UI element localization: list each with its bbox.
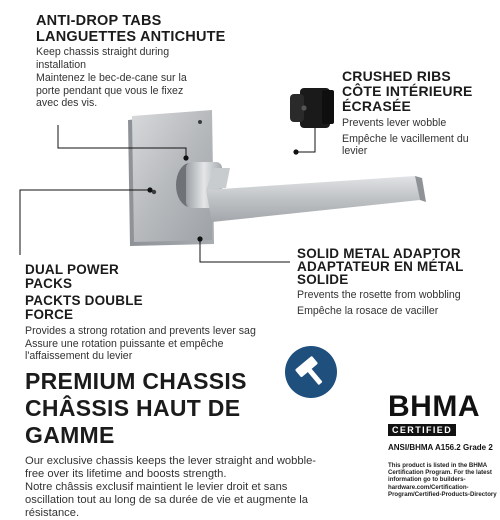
premium-desc-fr: Notre châssis exclusif maintient le levier droit et sans oscillation tout au long de sa durée de vie et augmente la résistance. [25,481,308,519]
premium-title-en: PREMIUM CHASSIS [25,368,247,394]
dual-power-title-en: DUAL POWER PACKS [25,262,120,291]
plate-hole [198,120,202,124]
bhma-certification [388,390,498,498]
dual-power-desc-en: Provides a strong rotation and prevents lever sag [25,325,256,337]
bhma-grade: ANSI/BHMA A156.2 Grade 2 [388,443,493,452]
crushed-ribs-callout [342,69,492,158]
crushed-ribs-insert [290,88,334,128]
dual-power-desc-fr: Assure une rotation puissante et empêche l'affaissement du levier [25,337,224,363]
adaptor-desc-fr: Empêche la rosace de vaciller [297,304,439,317]
anti-drop-desc-en: Keep chassis straight during installation [36,46,170,71]
adaptor-title-fr: ADAPTATEUR EN MÉTAL SOLIDE [297,259,464,287]
crushed-ribs-desc-en: Prevents lever wobble [342,117,447,129]
adaptor-desc-en: Prevents the rosette from wobbling [297,289,461,301]
dual-power-packs-callout [25,263,295,363]
bhma-certified-label: CERTIFIED [388,424,456,436]
bhma-note: This product is listed in the BHMA Certification Program. For the latest information go to buildershardware.com/Certification-Program/Certified-Products-Directory [388,462,497,498]
bhma-logo: BHMA [388,390,480,423]
crushed-ribs-title-fr: CÔTE INTÉRIEURE ÉCRASÉE [342,83,473,114]
crushed-ribs-title-en: CRUSHED RIBS [342,68,451,84]
anti-drop-title-en: ANTI-DROP TABS [36,13,162,29]
anti-drop-title-fr: LANGUETTES ANTICHUTE [36,28,226,45]
anti-drop-desc-fr: Maintenez le bec-de-cane sur la porte pendant que vous le fixez avec des vis. [36,72,187,110]
premium-desc-en: Our exclusive chassis keeps the lever straight and wobble-free over its lifetime and boosts strength. [25,455,317,480]
crushed-ribs-desc-fr: Empêche le vacillement du levier [342,132,469,158]
premium-title-fr: CHÂSSIS HAUT DE GAMME [25,395,241,448]
solid-metal-adaptor-callout [297,247,497,317]
adaptor-title-en: SOLID METAL ADAPTOR [297,246,461,261]
anti-drop-tabs-callout [36,14,276,110]
lever-handle [206,168,426,222]
premium-chassis-section [25,368,325,520]
dual-power-title-fr: PACKTS DOUBLE FORCE [25,293,143,322]
